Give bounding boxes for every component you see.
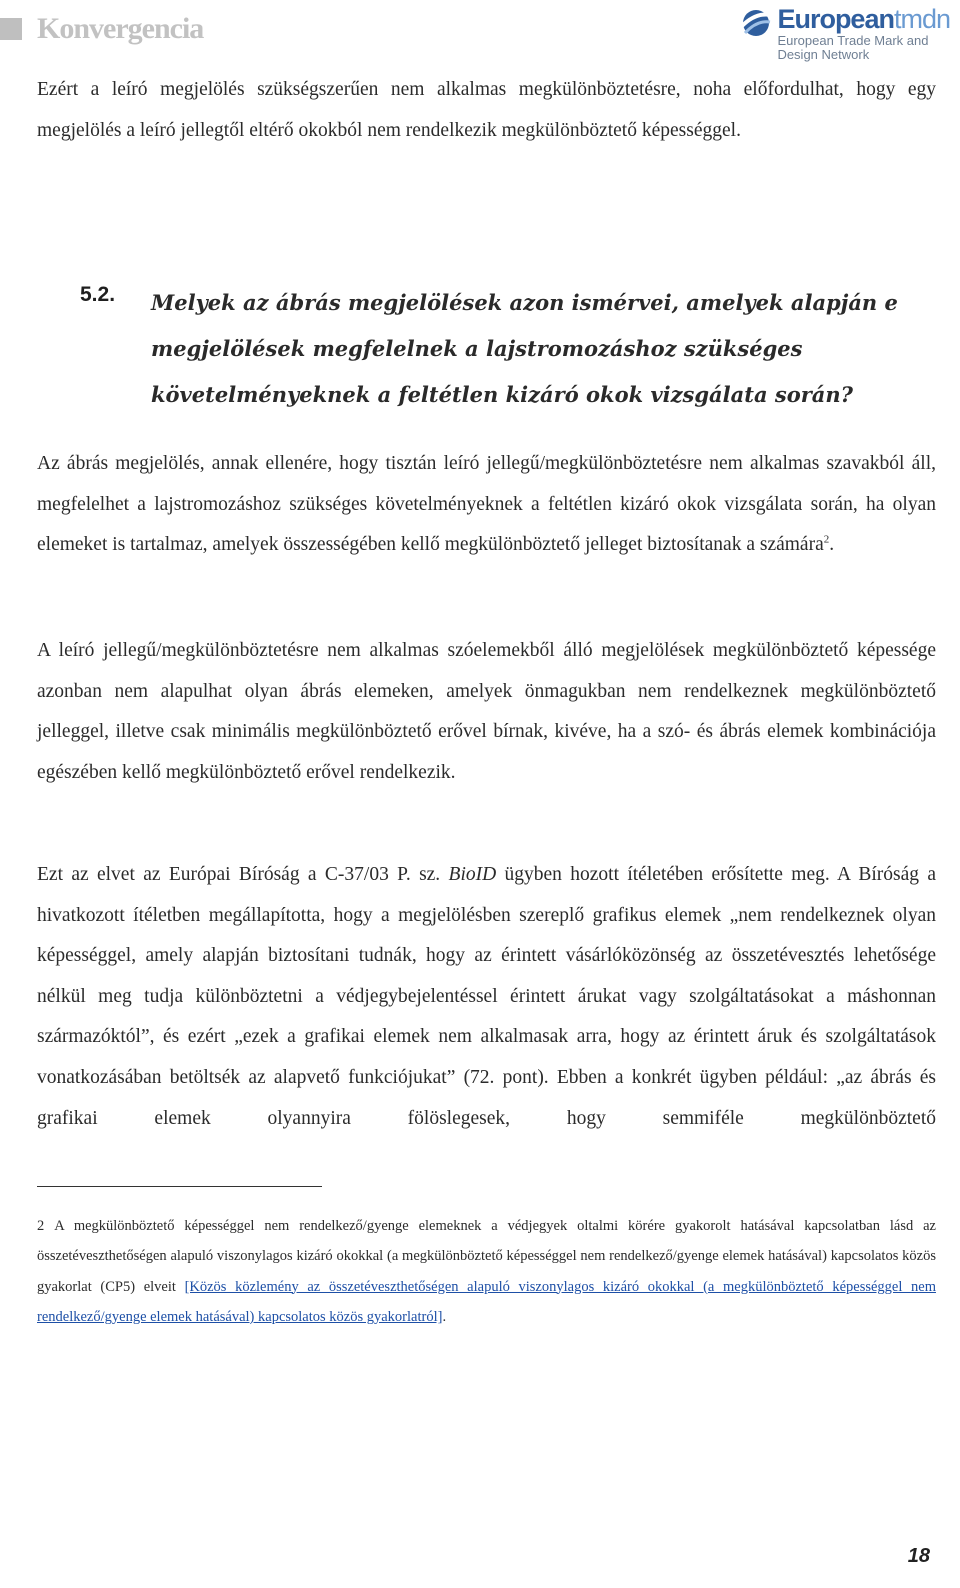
paragraph-4: Ezt az elvet az Európai Bíróság a C-37/03 P. sz. BioID ügyben hozott ítéletében erősítette meg. A Bíróság a hivatkozott ítéletben megállapította, hogy a megjelölésben szereplő grafikus elemek „nem rendelkeznek olyan képességgel, amely alapján biztosítani tudnák, hogy az érintett vásárlóközönség az összetévesztés lehetősége nélkül meg tudja különböztetni a védjegybejelentéssel érintett árukat vagy szolgáltatásokat a máshonnan származóktól”, és ezért „ezek a grafikai elemek nem alkalmasak arra, hogy az érintett áruk és szolgáltatások vonatkozásában betöltsék az alapvető funkciójukat” (72. pont). Ebben a konkrét ügyben például: „az ábrás és grafikai elemek olyannyira fölöslegesek, hogy semmiféle megkülönböztető (37, 864, 936, 1129)
footnote-link[interactable]: [Közös közlemény az összetéveszthetőségen alapuló viszonylagos kizáró okokkal (a megkülönböztető képességgel nem rendelkező/gyenge elemek hatásával) kapcsolatos közös gyakorlatról] (37, 1278, 936, 1325)
paragraph-1: Ezért a leíró megjelölés szükségszerűen nem alkalmas megkülönböztetésre, noha előfordulhat, hogy egy megjelölés a leíró jellegtől eltérő okokból nem rendelkezik megkülönböztető képességgel. (37, 79, 936, 141)
page-number: 18 (907, 1545, 930, 1567)
section-number: 5.2. (80, 283, 116, 306)
footnote-text: A megkülönböztető képességgel nem rendelkező/gyenge elemeknek a védjegyek oltalmi körére gyakorolt hatásával kapcsolatban lásd az összetéveszthetőségen alapuló viszonylagos kizáró okokkal (a megkülönböztető képességgel nem rendelkező/gyenge elemek hatásával) kapcsolatos közös gyakorlat (CP5) elveit (37, 1218, 936, 1295)
globe-swoosh-icon (739, 6, 773, 40)
brand-square-icon (0, 18, 22, 40)
case-name: BioID (448, 864, 497, 885)
document-brand (0, 12, 203, 46)
footnote-divider (37, 1186, 322, 1187)
footnote: 2 A megkülönböztető képességgel nem rendelkező/gyenge elemeknek a védjegyek oltalmi körére gyakorolt hatásával kapcsolatban lásd az összetéveszthetőségen alapuló viszonylagos kizáró okokkal (a megkülönböztető képességgel nem rendelkező/gyenge elemek hatásával) kapcsolatos közös gyakorlat (CP5) elveit [Közös közlemény az összetéveszthetőségen alapuló viszonylagos kizáró okokkal (a megkülönböztető képességgel nem rendelkező/gyenge elemek hatásával) kapcsolatos közös gyakorlatról]. (37, 1218, 936, 1325)
section-heading: Melyek az ábrás megjelölések azon ismérvei, amelyek alapján e megjelölések megfelelnek a lajstromozáshoz szükséges követelményeknek a feltétlen kizáró okok vizsgálata során? (151, 290, 898, 407)
brand-title: Konvergencia (37, 12, 204, 45)
footnote-reference[interactable]: 2 (823, 533, 830, 546)
logo-subtitle-line1: European Trade Mark and (777, 33, 929, 48)
paragraph-2: Az ábrás megjelölés, annak ellenére, hogy tisztán leíró jellegű/megkülönböztetésre nem alkalmas szavakból áll, megfelelhet a lajstromozáshoz szükséges követelményeknek a feltétlen kizáró okok vizsgálata során, ha olyan elemeket is tartalmaz, amelyek összességében kellő megkülönböztető jelleget biztosítanak a számára$^2$. (37, 453, 936, 556)
footnote-mark: 2 (37, 1218, 45, 1234)
logo-wordmark: Europeantmdn (777, 4, 950, 34)
logo-subtitle-line2: Design Network (777, 47, 870, 62)
paragraph-3: A leíró jellegű/megkülönböztetésre nem alkalmas szóelemekből álló megjelölések megkülönböztető képessége azonban nem alapulhat olyan ábrás elemeken, amelyek önmagukban nem rendelkeznek megkülönböztető jelleggel, illetve csak minimális megkülönböztető erővel bírnak, kivéve, ha a szó- és ábrás elemek kombinációja egészében kellő megkülönböztető erővel rendelkezik. (37, 640, 936, 783)
etmdn-logo (739, 4, 950, 62)
